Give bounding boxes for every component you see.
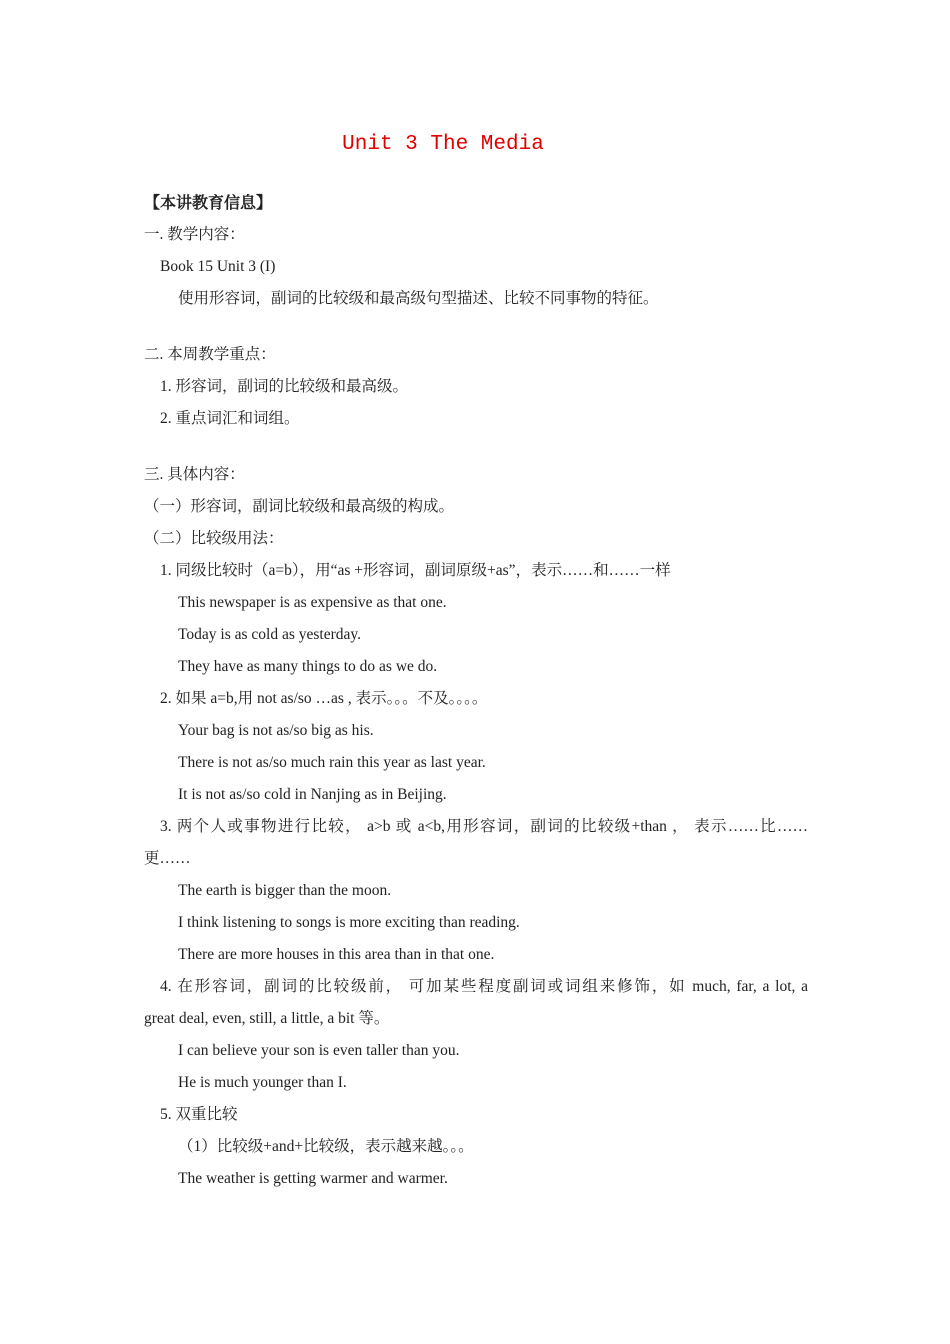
rule-1: 1. 同级比较时（a=b），用“as +形容词，副词原级+as”，表示……和……一样 xyxy=(160,562,671,579)
rule-2: 2. 如果 a=b,用 not as/so …as , 表示。。。不及。。。。 xyxy=(160,690,488,707)
document-body xyxy=(144,219,808,1195)
section-heading: 【本讲教育信息】 xyxy=(144,193,273,212)
example-sentence: There are more houses in this area than in that one. xyxy=(178,946,495,963)
content-description: 使用形容词，副词的比较级和最高级句型描述、比较不同事物的特征。 xyxy=(178,290,659,307)
example-sentence: Today is as cold as yesterday. xyxy=(178,626,361,643)
rule-4-continued: great deal, even, still, a little, a bit 等。 xyxy=(144,1010,390,1027)
example-sentence: I can believe your son is even taller than you. xyxy=(178,1042,460,1059)
document-title: Unit 3 The Media xyxy=(342,133,544,156)
example-sentence: There is not as/so much rain this year as last year. xyxy=(178,754,486,771)
rule-5-subpoint: （1）比较级+and+比较级，表示越来越。。。 xyxy=(178,1138,474,1155)
part-1-heading: （一）形容词，副词比较级和最高级的构成。 xyxy=(144,498,455,515)
example-sentence: He is much younger than I. xyxy=(178,1074,347,1091)
book-reference: Book 15 Unit 3 (I) xyxy=(160,258,276,275)
example-sentence: They have as many things to do as we do. xyxy=(178,658,438,675)
section-teaching-content: 一. 教学内容： xyxy=(144,226,245,243)
example-sentence: I think listening to songs is more exciting than reading. xyxy=(178,914,520,931)
example-sentence: The earth is bigger than the moon. xyxy=(178,882,392,899)
section-key-points: 二. 本周教学重点： xyxy=(144,346,276,363)
example-sentence: This newspaper is as expensive as that one. xyxy=(178,594,447,611)
rule-3: 3. 两个人或事物进行比较， a>b 或 a<b,用形容词，副词的比较级+than ， 表示……比…… xyxy=(160,818,808,835)
rule-5: 5. 双重比较 xyxy=(160,1106,238,1123)
part-2-heading: （二）比较级用法： xyxy=(144,530,284,547)
example-sentence: The weather is getting warmer and warmer. xyxy=(178,1170,448,1187)
example-sentence: It is not as/so cold in Nanjing as in Beijing. xyxy=(178,786,447,803)
key-point-2: 2. 重点词汇和词组。 xyxy=(160,410,300,427)
section-details: 三. 具体内容： xyxy=(144,466,245,483)
key-point-1: 1. 形容词，副词的比较级和最高级。 xyxy=(160,378,409,395)
rule-4: 4. 在形容词，副词的比较级前， 可加某些程度副词或词组来修饰，如 much, far, a lot, a xyxy=(160,978,808,995)
example-sentence: Your bag is not as/so big as his. xyxy=(178,722,374,739)
rule-3-continued: 更…… xyxy=(144,850,191,867)
